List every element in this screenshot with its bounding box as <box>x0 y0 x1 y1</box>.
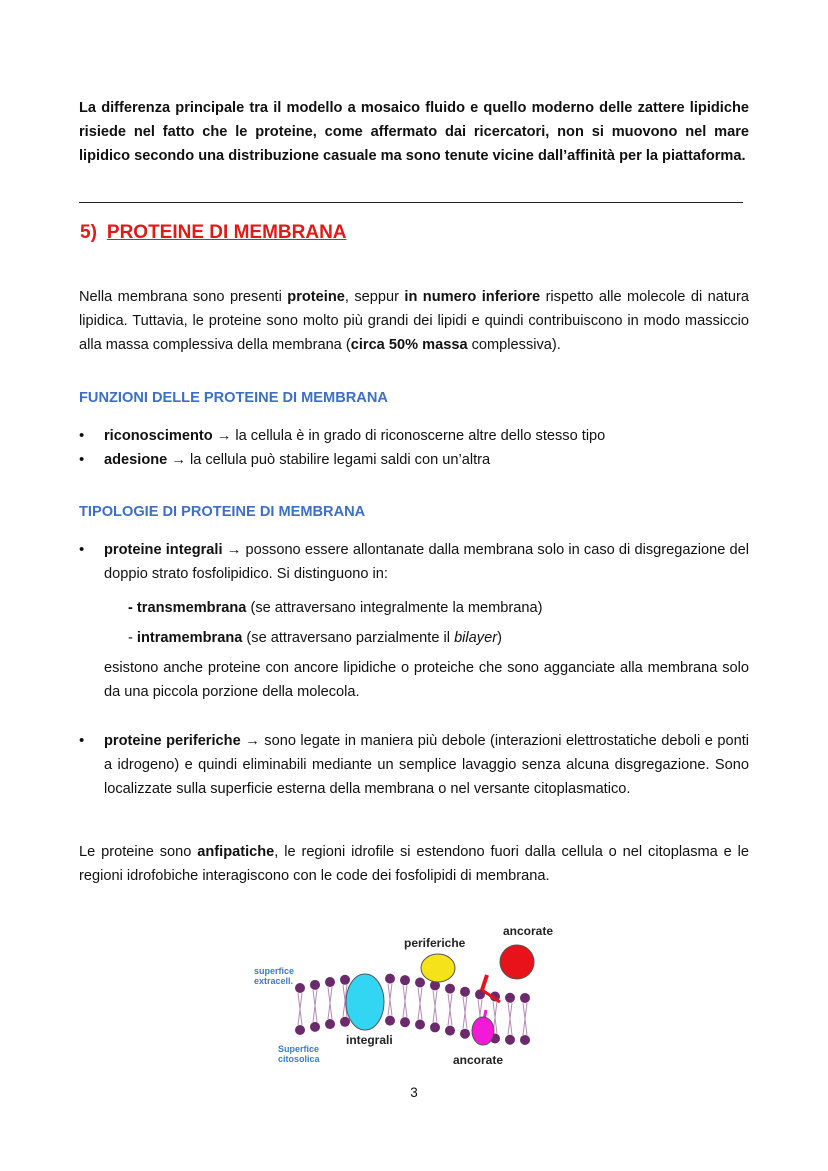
label-ext-2: extracell. <box>254 976 294 986</box>
membrane-diagram <box>250 920 570 1070</box>
peripheral-item <box>79 729 749 801</box>
list-item <box>79 729 749 801</box>
label-cyto-2: citosolica <box>278 1054 320 1064</box>
lipid-head <box>460 1029 470 1039</box>
list-item <box>79 424 749 448</box>
lipid-head <box>295 1025 305 1035</box>
lipid-head <box>385 974 395 984</box>
membrane-proteins-paragraph <box>79 285 749 357</box>
lipid-head <box>415 1020 425 1030</box>
lipid-tail <box>418 988 422 1020</box>
bullet: • <box>79 732 85 749</box>
lipid-head <box>400 1017 410 1027</box>
label-anchored-bottom: ancorate <box>453 1053 504 1067</box>
integral-protein <box>346 974 384 1030</box>
lipid-tail <box>313 990 317 1022</box>
sub-end: ) <box>497 630 502 646</box>
peripheral-protein <box>421 954 455 982</box>
sub-text: (se attraversano parzialmente il <box>242 630 455 646</box>
label-anchored-top: ancorate <box>503 924 554 938</box>
lipid-tail <box>388 984 392 1016</box>
section-number: 5) <box>80 222 97 243</box>
p1-bold-3: circa 50% massa <box>350 337 468 353</box>
sub-item-intramembrana <box>128 626 502 650</box>
lipid-head <box>400 975 410 985</box>
lipid-head <box>430 1022 440 1032</box>
p1-text-4: complessiva). <box>467 337 561 353</box>
sub-term: intramembrana <box>136 630 243 646</box>
bullet: • <box>79 451 85 468</box>
lipid-tail <box>328 987 332 1019</box>
dash: - <box>128 630 137 646</box>
anchor-stalk-top <box>482 975 487 990</box>
section-title-text: PROTEINE DI MEMBRANA <box>106 222 347 243</box>
integral-term: proteine integrali <box>104 542 223 558</box>
anchored-protein-bottom <box>472 1017 494 1045</box>
list-item <box>79 538 749 586</box>
lipid-head <box>415 978 425 988</box>
lipid-head <box>325 1019 335 1029</box>
lipid-head <box>310 980 320 990</box>
anchored-protein-top <box>500 945 534 979</box>
lipid-tail <box>298 993 302 1025</box>
function-term: adesione <box>104 452 168 468</box>
lipid-tail <box>433 990 437 1022</box>
sub-item-transmembrana <box>128 596 543 620</box>
p1-bold-2: in numero inferiore <box>404 289 541 305</box>
sub-text: (se attraversano integralmente la membrana) <box>246 600 543 616</box>
function-text: → la cellula può stabilire legami saldi con un’altra <box>167 452 491 468</box>
integral-text: → possono essere allontanate dalla membrana solo in caso di disgregazione del doppio strato fosfolipidico. Si distinguono in: <box>104 542 750 582</box>
bullet: • <box>79 541 85 558</box>
p1-text-2: , seppur <box>344 289 405 305</box>
closing-paragraph <box>79 840 749 888</box>
function-text: → la cellula è in grado di riconoscerne altre dello stesso tipo <box>212 428 606 444</box>
lipid-head <box>340 1017 350 1027</box>
bullet: • <box>79 427 85 444</box>
closing-bold: anfipatiche <box>197 844 275 860</box>
lipid-head <box>520 993 530 1003</box>
types-heading: TIPOLOGIE DI PROTEINE DI MEMBRANA <box>79 504 366 520</box>
integral-item <box>79 538 749 586</box>
lipid-head <box>295 983 305 993</box>
label-integral: integrali <box>346 1033 393 1047</box>
lipid-head <box>445 1026 455 1036</box>
lipid-head <box>325 977 335 987</box>
lipid-head <box>385 1016 395 1026</box>
peripheral-text: → sono legate in maniera più debole (interazioni elettrostatiche deboli e ponti a idrogeno) e quindi eliminabili mediante un semplice lavaggio senza alcuna disgregazione. Sono localizzate sulla superficie esterna della membrana o nel versante citoplasmatico. <box>104 733 749 797</box>
lipid-head <box>310 1022 320 1032</box>
lipid-head <box>445 984 455 994</box>
p1-text-3: rispetto alle molecole di natura lipidica. Tuttavia, le proteine sono molto più grandi dei lipidi e quindi contribuiscono in modo massiccio alla massa complessiva della membrana ( <box>79 289 749 353</box>
dash: - <box>128 600 137 616</box>
section-title <box>80 222 347 244</box>
functions-list <box>79 424 749 472</box>
lipid-head <box>505 1035 515 1045</box>
phospholipid-bilayer <box>295 974 530 1045</box>
lipid-head <box>460 987 470 997</box>
lipid-head <box>340 975 350 985</box>
peripheral-term: proteine periferiche <box>104 733 241 749</box>
label-ext-1: superfice <box>254 966 295 976</box>
label-peripheral: periferiche <box>404 936 466 950</box>
horizontal-rule <box>79 202 743 203</box>
label-cyto-1: Superfice <box>278 1044 320 1054</box>
closing-text-1: Le proteine sono <box>79 844 198 860</box>
lipid-tail <box>508 1003 512 1035</box>
intro-paragraph: La differenza principale tra il modello a mosaico fluido e quello moderno delle zattere lipidiche risiede nel fatto che le proteine, come affermato dai ricercatori, non si muovono nel mare lipidico secondo una distribuzione casuale ma sono tenute vicine dall’affinità per la piattaforma. <box>79 100 749 164</box>
p1-bold-1: proteine <box>287 289 345 305</box>
lipid-tail <box>448 994 452 1026</box>
lipid-tail <box>523 1003 527 1035</box>
page-number: 3 <box>410 1085 418 1100</box>
functions-heading: FUNZIONI DELLE PROTEINE DI MEMBRANA <box>79 390 388 406</box>
lipid-head <box>505 993 515 1003</box>
function-term: riconoscimento <box>104 428 213 444</box>
sub-term: transmembrana <box>136 600 247 616</box>
p1-text-1: Nella membrana sono presenti <box>79 289 288 305</box>
anchored-note: esistono anche proteine con ancore lipidiche o proteiche che sono agganciate alla membrana solo da una piccola porzione della molecola. <box>104 660 749 700</box>
sub-italic: bilayer <box>454 630 498 646</box>
list-item <box>79 448 749 472</box>
lipid-head <box>520 1035 530 1045</box>
lipid-tail <box>403 985 407 1017</box>
closing-text-2: , le regioni idrofile si estendono fuori dalla cellula o nel citoplasma e le regioni idrofobiche interagiscono con le code dei fosfolipidi di membrana. <box>79 844 750 884</box>
lipid-tail <box>463 997 467 1029</box>
